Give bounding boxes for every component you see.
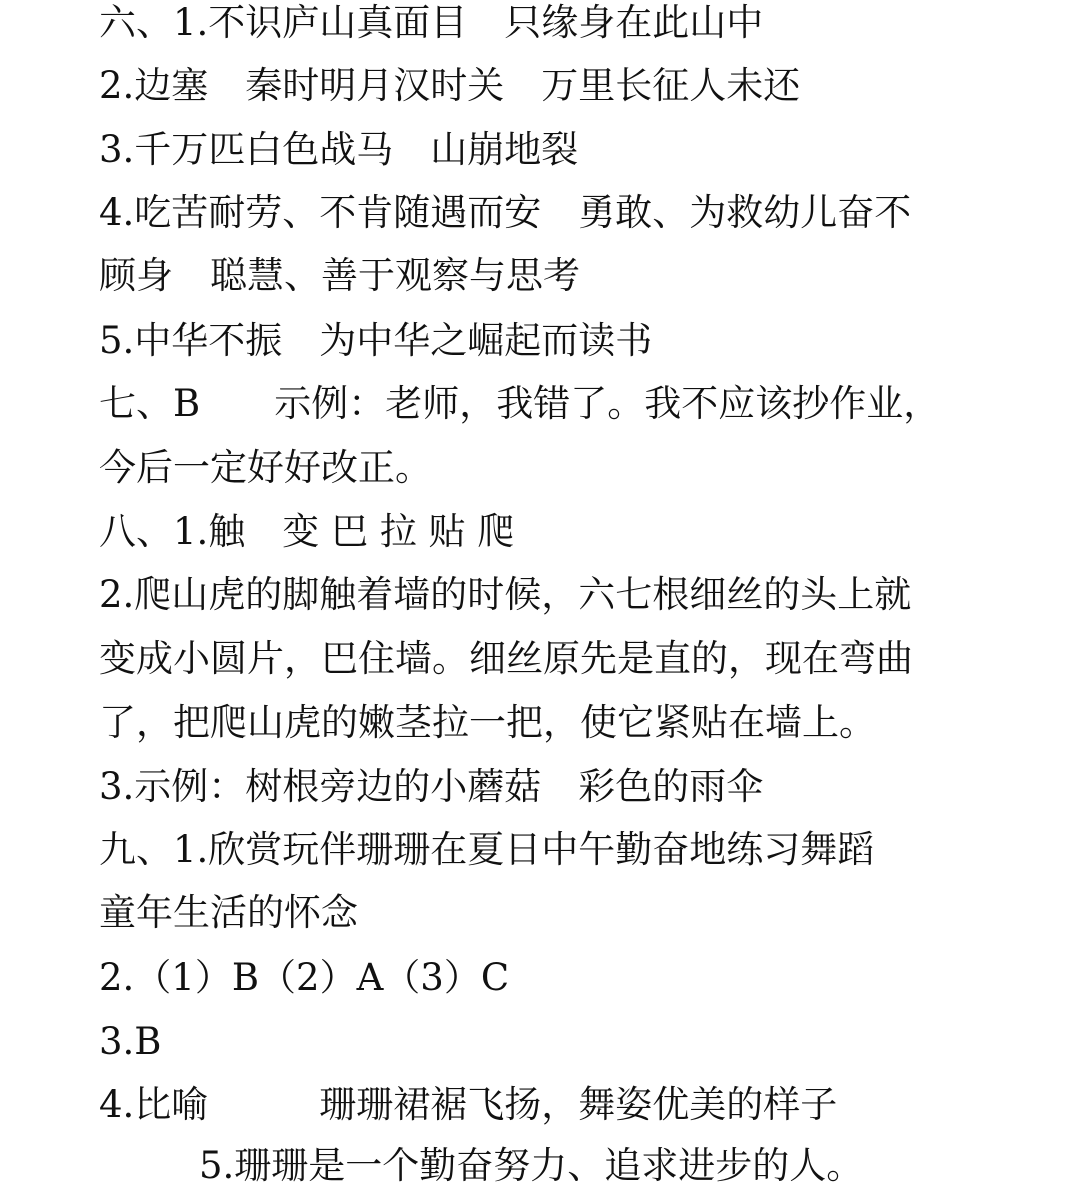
answer-line-9-3: 3.B xyxy=(99,1020,162,1063)
answer-line-9-1-cont: 童年生活的怀念 xyxy=(99,891,358,934)
answer-line-9-1: 九、1.欣赏玩伴珊珊在夏日中午勤奋地练习舞蹈 xyxy=(99,828,875,871)
answer-line-6-5: 5.中华不振 为中华之崛起而读书 xyxy=(99,319,653,362)
answer-line-8-3: 3.示例：树根旁边的小蘑菇 彩色的雨伞 xyxy=(99,765,764,808)
answer-line-7-cont: 今后一定好好改正。 xyxy=(99,446,432,489)
answer-line-6-4: 4.吃苦耐劳、不肯随遇而安 勇敢、为救幼儿奋不 xyxy=(99,191,912,234)
answer-line-9-4: 4.比喻 珊珊裙裾飞扬，舞姿优美的样子 xyxy=(99,1083,838,1126)
answer-line-8-2-cont-a: 变成小圆片，巴住墙。细丝原先是直的，现在弯曲 xyxy=(99,637,913,680)
answer-line-9-2: 2.（1）B（2）A（3）C xyxy=(99,956,510,999)
answer-line-6-2: 2.边塞 秦时明月汉时关 万里长征人未还 xyxy=(99,64,801,107)
answer-line-6-1: 六、1.不识庐山真面目 只缘身在此山中 xyxy=(99,1,764,44)
answer-line-8-2: 2.爬山虎的脚触着墙的时候，六七根细丝的头上就 xyxy=(99,573,912,616)
answer-line-7: 七、B 示例：老师，我错了。我不应该抄作业， xyxy=(99,382,941,425)
answer-line-6-3: 3.千万匹白色战马 山崩地裂 xyxy=(99,128,579,171)
answer-line-9-5: 5.珊珊是一个勤奋努力、追求进步的人。 xyxy=(199,1144,864,1187)
answer-line-8-2-cont-b: 了，把爬山虎的嫩茎拉一把，使它紧贴在墙上。 xyxy=(99,701,876,744)
answer-line-8-1: 八、1.触 变 巴 拉 贴 爬 xyxy=(99,510,515,553)
answer-line-6-4-cont: 顾身 聪慧、善于观察与思考 xyxy=(99,254,580,297)
